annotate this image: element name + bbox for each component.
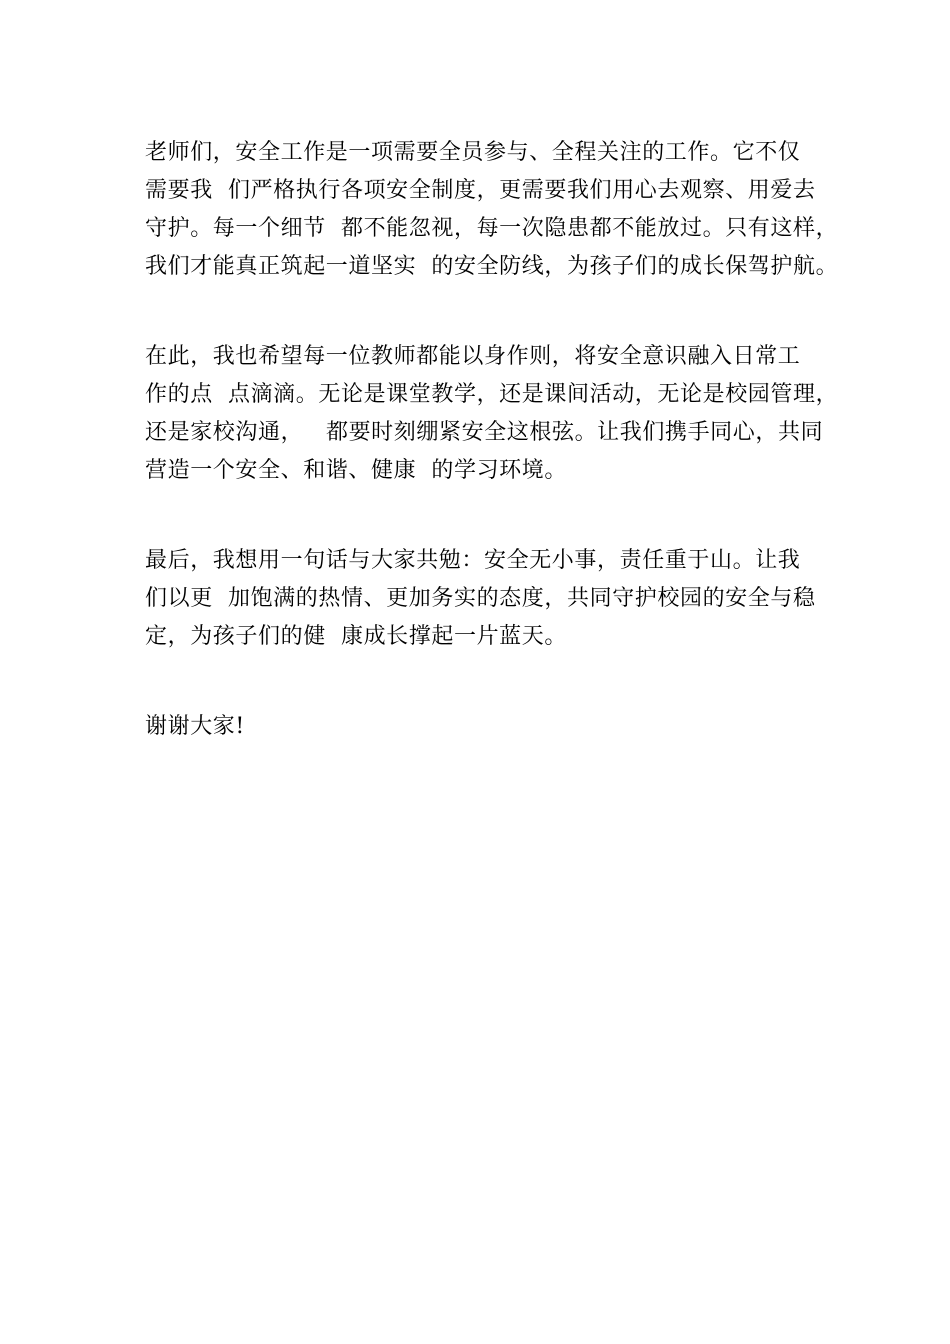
text-line: 定，为孩子们的健 康成长撑起一片蓝天。 [145,624,567,649]
text-line: 最后，我想用一句话与大家共勉：安全无小事，责任重于山。让我 [145,548,801,573]
paragraph-thanks [145,708,845,746]
text-line: 作的点 点滴滴。无论是课堂教学，还是课间活动，无论是校园管理， [145,382,839,407]
text-line: 守护。每一个细节 都不能忽视，每一次隐患都不能放过。只有这样， [145,216,839,241]
paragraph-safety-work [145,134,845,286]
paragraph-closing-motto [145,542,845,656]
paragraph-teacher-example [145,338,845,490]
text-line: 在此，我也希望每一位教师都能以身作则，将安全意识融入日常工 [145,344,801,369]
text-line: 老师们，安全工作是一项需要全员参与、全程关注的工作。它不仅 [145,140,801,165]
text-line: 还是家校沟通， 都要时刻绷紧安全这根弦。让我们携手同心，共同 [145,420,824,445]
text-line: 们以更 加饱满的热情、更加务实的态度，共同守护校园的安全与稳 [145,586,816,611]
text-line: 营造一个安全、和谐、健康 的学习环境。 [145,458,567,483]
text-line: 谢谢大家! [145,714,245,739]
speech-text [145,134,845,798]
text-line: 我们才能真正筑起一道坚实 的安全防线，为孩子们的成长保驾护航。 [145,254,839,279]
text-line: 需要我 们严格执行各项安全制度，更需要我们用心去观察、用爱去 [145,178,816,203]
